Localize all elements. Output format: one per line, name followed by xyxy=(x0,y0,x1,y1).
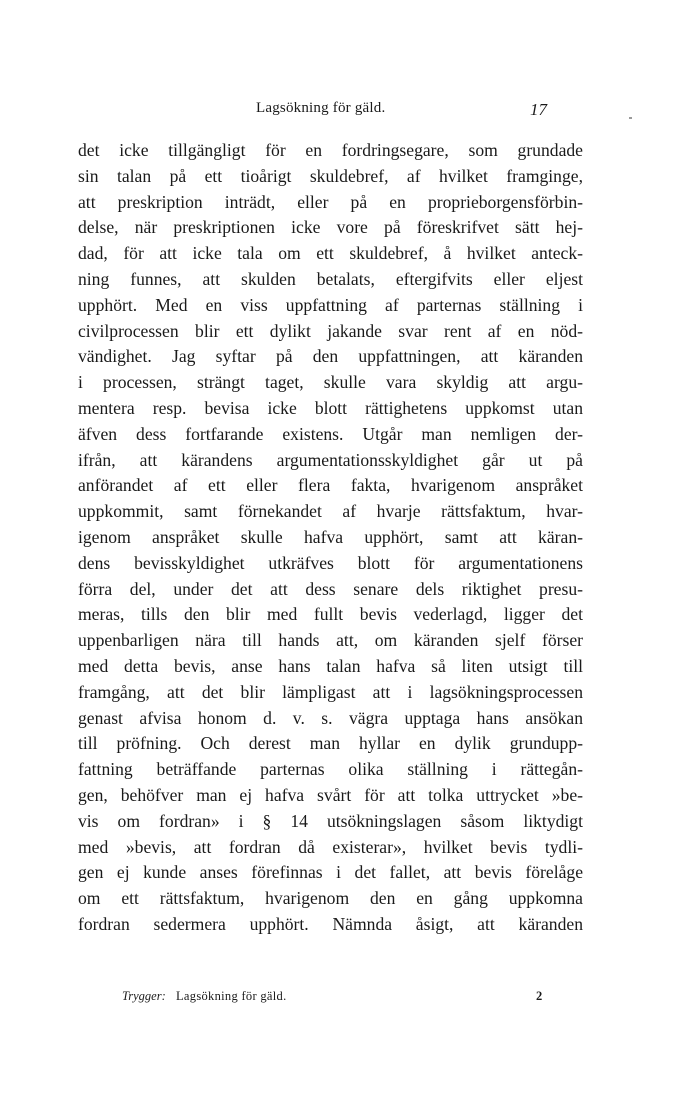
text-line: förra del, under det att dess senare dels riktighet presu- xyxy=(78,578,583,599)
body-text xyxy=(78,138,583,938)
text-line: vis om fordran» i § 14 utsökningslagen såsom liktydigt xyxy=(78,810,583,831)
text-line: äfven dess fortfarande existens. Utgår man nemligen der- xyxy=(78,423,583,444)
text-line: med detta bevis, anse hans talan hafva så liten utsigt till xyxy=(78,655,583,676)
text-line: sin talan på ett tioårigt skuldebref, af hvilket framginge, xyxy=(78,165,583,186)
text-line: anförandet af ett eller flera fakta, hvarigenom anspråket xyxy=(78,475,583,496)
running-title: Lagsökning för gäld. xyxy=(256,100,386,116)
text-line: fattning beträffande parternas olika ställning i rättegån- xyxy=(78,759,583,780)
page-footer xyxy=(0,989,696,1009)
text-line: ning funnes, att skulden betalats, eftergifvits eller eljest xyxy=(78,268,583,289)
text-line: framgång, att det blir lämpligast att i lagsökningsprocessen xyxy=(78,681,583,702)
text-line: civilprocessen blir ett dylikt jakande svar rent af en nöd- xyxy=(78,320,583,341)
running-head xyxy=(0,100,696,124)
text-line: till pröfning. Och derest man hyllar en dylik grundupp- xyxy=(78,733,583,754)
text-line: uppkommit, samt förnekandet af hvarje rättsfaktum, hvar- xyxy=(78,501,583,522)
text-line: dens bevisskyldighet utkräfves blott för argumentationens xyxy=(78,552,583,573)
text-line: ifrån, att kärandens argumentationsskyldighet går ut på xyxy=(78,449,583,470)
footer-author: Trygger: xyxy=(122,989,166,1003)
text-line: delse, när preskriptionen icke vore på föreskrifvet sätt hej- xyxy=(78,217,583,238)
text-line: fordran sedermera upphört. Nämnda åsigt, att käranden xyxy=(78,913,583,934)
margin-mark xyxy=(629,117,632,119)
text-line: det icke tillgängligt för en fordringsegare, som grundade xyxy=(78,140,583,160)
signature-mark: 2 xyxy=(536,989,543,1003)
text-line: meras, tills den blir med fullt bevis vederlagd, ligger det xyxy=(78,604,583,625)
text-line: med »bevis, att fordran då existerar», hvilket bevis tydli- xyxy=(78,836,583,857)
footer-title: Lagsökning för gäld. xyxy=(176,989,287,1003)
text-line: mentera resp. bevisa icke blott rättighetens uppkomst utan xyxy=(78,397,583,418)
text-line: vändighet. Jag syftar på den uppfattningen, att käranden xyxy=(78,346,583,367)
text-line: gen, behöfver man ej hafva svårt för att tolka uttrycket »be- xyxy=(78,784,583,805)
text-line: gen ej kunde anses förefinnas i det fallet, att bevis förelåge xyxy=(78,862,583,883)
text-line: igenom anspråket skulle hafva upphört, samt att käran- xyxy=(78,526,583,547)
text-line: uppenbarligen nära till hands att, om käranden sjelf förser xyxy=(78,630,583,651)
text-line: att preskription inträdt, eller på en proprieborgensförbin- xyxy=(78,191,583,212)
text-line: i processen, strängt taget, skulle vara skyldig att argu- xyxy=(78,372,583,393)
text-line: upphört. Med en viss uppfattning af parternas ställning i xyxy=(78,294,583,315)
text-line: dad, för att icke tala om ett skuldebref, å hvilket anteck- xyxy=(78,243,583,264)
text-line: genast afvisa honom d. v. s. vägra upptaga hans ansökan xyxy=(78,707,583,728)
text-line: om ett rättsfaktum, hvarigenom den en gång uppkomna xyxy=(78,888,583,909)
page-number: 17 xyxy=(530,100,547,119)
